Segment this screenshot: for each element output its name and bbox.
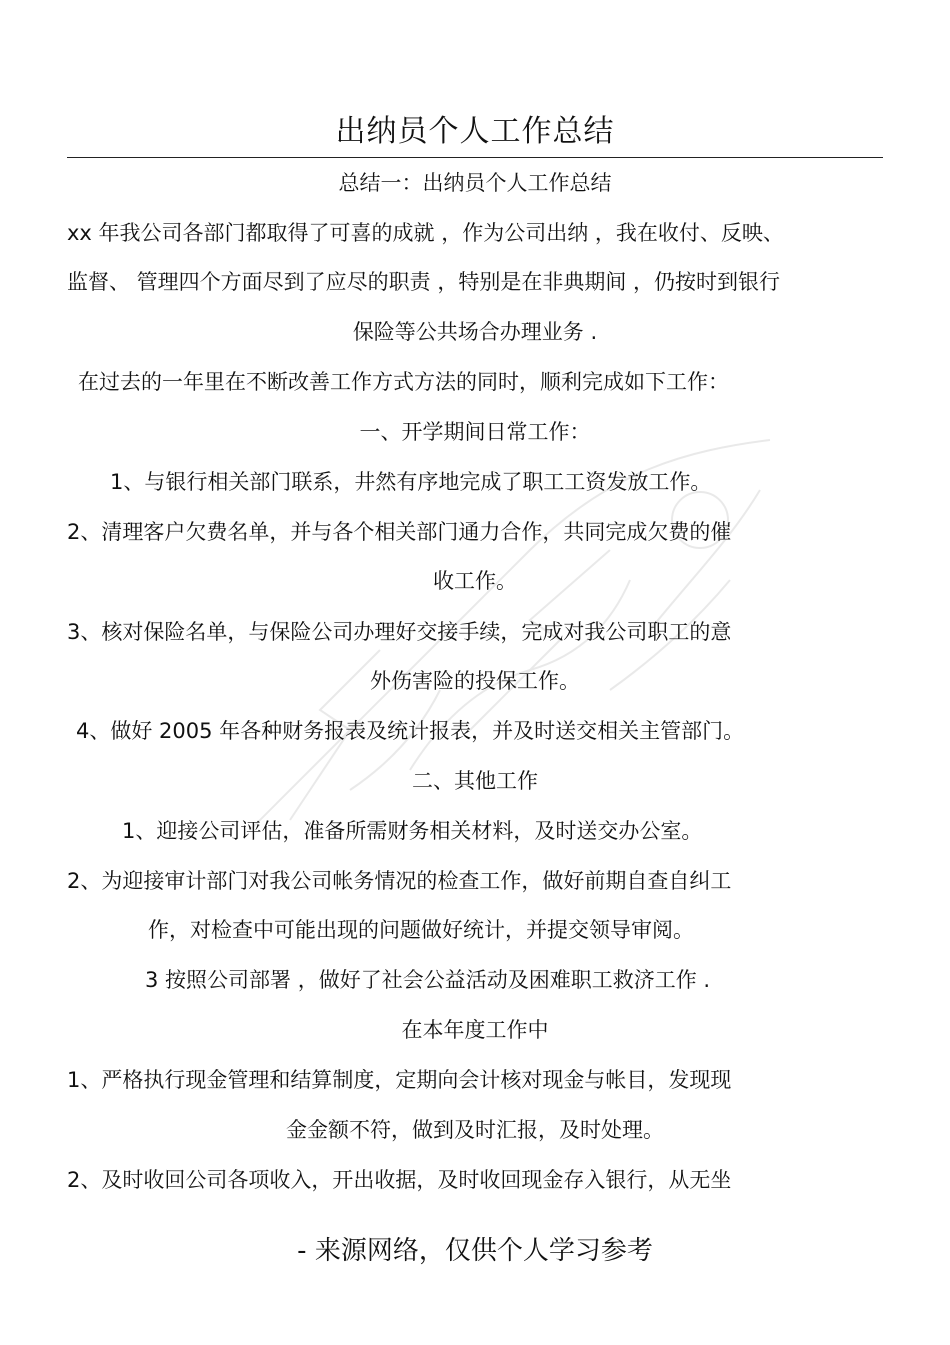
list-item: 2、及时收回公司各项收入，开出收据，及时收回现金存入银行，从无坐 bbox=[67, 1168, 732, 1192]
section-heading: 一、开学期间日常工作： bbox=[359, 420, 591, 444]
subtitle: 总结一：出纳员个人工作总结 bbox=[338, 171, 612, 195]
list-item-continuation: 外伤害险的投保工作。 bbox=[370, 669, 580, 693]
list-item: 2、清理客户欠费名单，并与各个相关部门通力合作，共同完成欠费的催 bbox=[67, 520, 732, 544]
list-item: 2、为迎接审计部门对我公司帐务情况的检查工作，做好前期自查自纠工 bbox=[67, 869, 732, 893]
list-item-continuation: 作，对检查中可能出现的问题做好统计，并提交领导审阅。 bbox=[148, 918, 694, 942]
list-item: 1、迎接公司评估，准备所需财务相关材料，及时送交办公室。 bbox=[122, 819, 703, 843]
footer-note: - 来源网络，仅供个人学习参考 bbox=[297, 1236, 653, 1266]
list-item-continuation: 金金额不符，做到及时汇报，及时处理。 bbox=[286, 1118, 664, 1142]
list-item: 1、严格执行现金管理和结算制度，定期向会计核对现金与帐目，发现现 bbox=[67, 1068, 732, 1092]
body-line: 保险等公共场合办理业务 . bbox=[352, 320, 598, 344]
list-item: 3、核对保险名单，与保险公司办理好交接手续，完成对我公司职工的意 bbox=[67, 620, 732, 644]
list-item: 1、与银行相关部门联系，井然有序地完成了职工工资发放工作。 bbox=[110, 470, 712, 494]
section-heading: 二、其他工作 bbox=[412, 769, 538, 793]
page-title: 出纳员个人工作总结 bbox=[335, 114, 615, 149]
list-item-continuation: 收工作。 bbox=[433, 569, 517, 593]
body-line: 在过去的一年里在不断改善工作方式方法的同时，顺利完成如下工作： bbox=[78, 370, 729, 394]
section-heading: 在本年度工作中 bbox=[401, 1018, 549, 1042]
body-line: xx 年我公司各部门都取得了可喜的成就 ，作为公司出纳 ，我在收付、反映、 bbox=[67, 221, 784, 245]
list-item: 4、做好 2005 年各种财务报表及统计报表，并及时送交相关主管部门。 bbox=[76, 719, 745, 743]
list-item: 3 按照公司部署 ，做好了社会公益活动及困难职工救济工作 . bbox=[145, 968, 711, 992]
title-divider bbox=[67, 157, 883, 158]
body-line: 监督、 管理四个方面尽到了应尽的职责 ，特别是在非典期间 ，仍按时到银行 bbox=[67, 270, 781, 294]
